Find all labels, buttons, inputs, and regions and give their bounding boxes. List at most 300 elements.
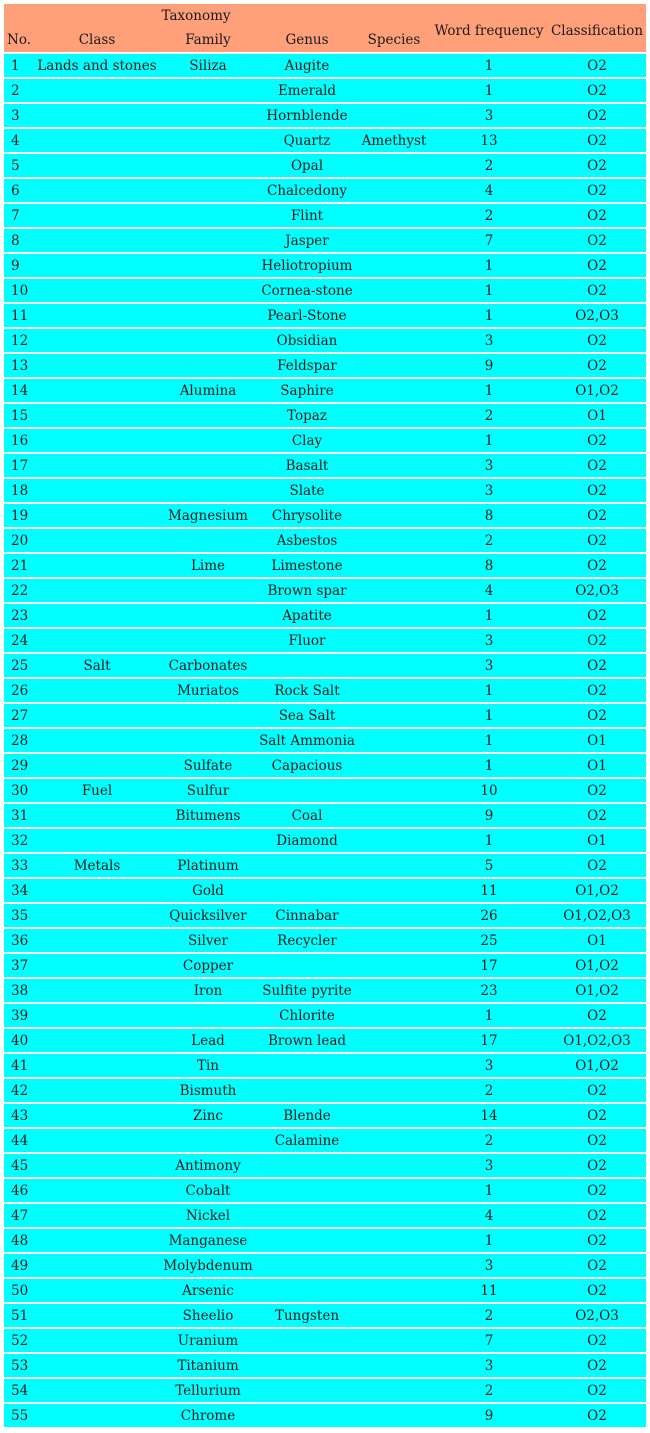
cell-family: Tellurium bbox=[160, 1377, 256, 1402]
cell-species bbox=[358, 1202, 430, 1227]
cell-no: 43 bbox=[4, 1102, 34, 1127]
cell-class bbox=[34, 627, 160, 652]
cell-class bbox=[34, 1077, 160, 1102]
cell-genus bbox=[256, 877, 358, 902]
cell-genus bbox=[256, 1177, 358, 1202]
cell-genus: Slate bbox=[256, 477, 358, 502]
cell-species bbox=[358, 552, 430, 577]
cell-class bbox=[34, 1402, 160, 1427]
table-row bbox=[4, 1077, 646, 1102]
cell-no: 22 bbox=[4, 577, 34, 602]
cell-no: 28 bbox=[4, 727, 34, 752]
cell-family: Chrome bbox=[160, 1402, 256, 1427]
table-row bbox=[4, 852, 646, 877]
cell-no: 27 bbox=[4, 702, 34, 727]
cell-genus: Cornea-stone bbox=[256, 277, 358, 302]
table-row bbox=[4, 1302, 646, 1327]
cell-no: 40 bbox=[4, 1027, 34, 1052]
cell-species bbox=[358, 1127, 430, 1152]
cell-classification: O1 bbox=[548, 727, 646, 752]
cell-classification: O2 bbox=[548, 252, 646, 277]
cell-species bbox=[358, 302, 430, 327]
table-row bbox=[4, 227, 646, 252]
cell-family: Quicksilver bbox=[160, 902, 256, 927]
cell-species bbox=[358, 377, 430, 402]
cell-species bbox=[358, 277, 430, 302]
cell-class bbox=[34, 127, 160, 152]
cell-class bbox=[34, 302, 160, 327]
table-row bbox=[4, 527, 646, 552]
cell-genus: Basalt bbox=[256, 452, 358, 477]
cell-classification: O2 bbox=[548, 1352, 646, 1377]
cell-family: Magnesium bbox=[160, 502, 256, 527]
cell-class bbox=[34, 1027, 160, 1052]
cell-species bbox=[358, 702, 430, 727]
table-row bbox=[4, 652, 646, 677]
table-row bbox=[4, 102, 646, 127]
table-row bbox=[4, 752, 646, 777]
cell-genus: Emerald bbox=[256, 77, 358, 102]
cell-genus: Fluor bbox=[256, 627, 358, 652]
cell-no: 23 bbox=[4, 602, 34, 627]
cell-class bbox=[34, 827, 160, 852]
cell-class bbox=[34, 1277, 160, 1302]
cell-classification: O1,O2 bbox=[548, 952, 646, 977]
table-row bbox=[4, 802, 646, 827]
cell-species bbox=[358, 752, 430, 777]
cell-no: 19 bbox=[4, 502, 34, 527]
table-row bbox=[4, 252, 646, 277]
cell-no: 5 bbox=[4, 152, 34, 177]
cell-family: Zinc bbox=[160, 1102, 256, 1127]
cell-classification: O1 bbox=[548, 927, 646, 952]
cell-genus bbox=[256, 1077, 358, 1102]
cell-family bbox=[160, 727, 256, 752]
cell-family: Tin bbox=[160, 1052, 256, 1077]
cell-class bbox=[34, 677, 160, 702]
cell-word-frequency: 1 bbox=[430, 752, 548, 777]
cell-genus: Flint bbox=[256, 202, 358, 227]
cell-family bbox=[160, 252, 256, 277]
cell-family: Manganese bbox=[160, 1227, 256, 1252]
cell-family: Sheelio bbox=[160, 1302, 256, 1327]
cell-word-frequency: 9 bbox=[430, 352, 548, 377]
cell-word-frequency: 3 bbox=[430, 452, 548, 477]
cell-word-frequency: 1 bbox=[430, 1002, 548, 1027]
cell-species bbox=[358, 602, 430, 627]
cell-class bbox=[34, 602, 160, 627]
cell-classification: O2 bbox=[548, 52, 646, 77]
cell-classification: O2 bbox=[548, 677, 646, 702]
cell-word-frequency: 3 bbox=[430, 627, 548, 652]
cell-classification: O2 bbox=[548, 802, 646, 827]
table-row bbox=[4, 152, 646, 177]
table-row bbox=[4, 402, 646, 427]
cell-family bbox=[160, 827, 256, 852]
cell-no: 51 bbox=[4, 1302, 34, 1327]
table-row bbox=[4, 1177, 646, 1202]
cell-class: Fuel bbox=[34, 777, 160, 802]
cell-genus: Saphire bbox=[256, 377, 358, 402]
cell-species bbox=[358, 77, 430, 102]
cell-class bbox=[34, 752, 160, 777]
cell-word-frequency: 2 bbox=[430, 1127, 548, 1152]
cell-family: Lead bbox=[160, 1027, 256, 1052]
cell-species bbox=[358, 1252, 430, 1277]
cell-genus: Clay bbox=[256, 427, 358, 452]
cell-no: 34 bbox=[4, 877, 34, 902]
cell-no: 25 bbox=[4, 652, 34, 677]
table-row bbox=[4, 1027, 646, 1052]
cell-genus: Jasper bbox=[256, 227, 358, 252]
cell-species bbox=[358, 652, 430, 677]
cell-classification: O2 bbox=[548, 852, 646, 877]
cell-species bbox=[358, 1227, 430, 1252]
cell-word-frequency: 8 bbox=[430, 502, 548, 527]
cell-species bbox=[358, 727, 430, 752]
cell-species bbox=[358, 677, 430, 702]
cell-genus: Feldspar bbox=[256, 352, 358, 377]
cell-genus: Chrysolite bbox=[256, 502, 358, 527]
cell-genus bbox=[256, 1327, 358, 1352]
cell-no: 53 bbox=[4, 1352, 34, 1377]
cell-classification: O2 bbox=[548, 1377, 646, 1402]
cell-class bbox=[34, 427, 160, 452]
cell-no: 13 bbox=[4, 352, 34, 377]
word-frequency-header bbox=[430, 4, 548, 52]
cell-species bbox=[358, 177, 430, 202]
cell-genus bbox=[256, 1352, 358, 1377]
cell-species bbox=[358, 802, 430, 827]
cell-genus: Hornblende bbox=[256, 102, 358, 127]
cell-family: Lime bbox=[160, 552, 256, 577]
table-row bbox=[4, 52, 646, 77]
cell-no: 20 bbox=[4, 527, 34, 552]
cell-no: 7 bbox=[4, 202, 34, 227]
cell-no: 18 bbox=[4, 477, 34, 502]
cell-no: 47 bbox=[4, 1202, 34, 1227]
cell-no: 24 bbox=[4, 627, 34, 652]
cell-family: Arsenic bbox=[160, 1277, 256, 1302]
cell-species bbox=[358, 452, 430, 477]
cell-species bbox=[358, 1152, 430, 1177]
cell-classification: O2 bbox=[548, 502, 646, 527]
cell-word-frequency: 2 bbox=[430, 527, 548, 552]
cell-class bbox=[34, 252, 160, 277]
table-row bbox=[4, 952, 646, 977]
cell-family: Platinum bbox=[160, 852, 256, 877]
cell-species bbox=[358, 977, 430, 1002]
cell-classification: O1 bbox=[548, 752, 646, 777]
cell-no: 49 bbox=[4, 1252, 34, 1277]
cell-word-frequency: 3 bbox=[430, 652, 548, 677]
cell-species bbox=[358, 52, 430, 77]
word-frequency-label: Word frequency bbox=[434, 23, 544, 39]
cell-genus: Brown lead bbox=[256, 1027, 358, 1052]
cell-genus bbox=[256, 652, 358, 677]
table-row bbox=[4, 877, 646, 902]
cell-family bbox=[160, 277, 256, 302]
cell-family bbox=[160, 127, 256, 152]
cell-genus: Brown spar bbox=[256, 577, 358, 602]
table-row bbox=[4, 1002, 646, 1027]
cell-class bbox=[34, 1377, 160, 1402]
cell-classification: O2 bbox=[548, 627, 646, 652]
cell-species bbox=[358, 1027, 430, 1052]
cell-species bbox=[358, 402, 430, 427]
cell-class bbox=[34, 1002, 160, 1027]
cell-classification: O2 bbox=[548, 1177, 646, 1202]
cell-class bbox=[34, 1127, 160, 1152]
table-row bbox=[4, 502, 646, 527]
cell-genus: Limestone bbox=[256, 552, 358, 577]
cell-genus bbox=[256, 1227, 358, 1252]
cell-classification: O2 bbox=[548, 177, 646, 202]
cell-no: 6 bbox=[4, 177, 34, 202]
cell-species bbox=[358, 852, 430, 877]
family-header: Family bbox=[160, 28, 256, 52]
cell-no: 1 bbox=[4, 52, 34, 77]
cell-word-frequency: 14 bbox=[430, 1102, 548, 1127]
cell-classification: O2 bbox=[548, 202, 646, 227]
cell-family: Alumina bbox=[160, 377, 256, 402]
cell-classification: O1,O2 bbox=[548, 377, 646, 402]
table-row bbox=[4, 627, 646, 652]
cell-class bbox=[34, 102, 160, 127]
cell-family: Carbonates bbox=[160, 652, 256, 677]
table-row bbox=[4, 302, 646, 327]
table-row bbox=[4, 1327, 646, 1352]
cell-genus bbox=[256, 777, 358, 802]
cell-genus: Salt Ammonia bbox=[256, 727, 358, 752]
cell-no: 17 bbox=[4, 452, 34, 477]
cell-family bbox=[160, 402, 256, 427]
table-row bbox=[4, 602, 646, 627]
cell-family: Uranium bbox=[160, 1327, 256, 1352]
cell-genus: Opal bbox=[256, 152, 358, 177]
cell-word-frequency: 23 bbox=[430, 977, 548, 1002]
cell-no: 45 bbox=[4, 1152, 34, 1177]
cell-word-frequency: 3 bbox=[430, 477, 548, 502]
cell-no: 11 bbox=[4, 302, 34, 327]
cell-family bbox=[160, 527, 256, 552]
cell-class bbox=[34, 177, 160, 202]
classification-header bbox=[548, 4, 646, 52]
cell-no: 52 bbox=[4, 1327, 34, 1352]
cell-family bbox=[160, 227, 256, 252]
cell-no: 35 bbox=[4, 902, 34, 927]
cell-genus bbox=[256, 1202, 358, 1227]
cell-word-frequency: 1 bbox=[430, 702, 548, 727]
cell-classification: O2 bbox=[548, 1102, 646, 1127]
cell-no: 55 bbox=[4, 1402, 34, 1427]
cell-classification: O1,O2,O3 bbox=[548, 1027, 646, 1052]
cell-word-frequency: 1 bbox=[430, 302, 548, 327]
cell-word-frequency: 1 bbox=[430, 1177, 548, 1202]
cell-word-frequency: 13 bbox=[430, 127, 548, 152]
cell-word-frequency: 1 bbox=[430, 52, 548, 77]
cell-class bbox=[34, 1052, 160, 1077]
table-row bbox=[4, 902, 646, 927]
cell-genus: Sulfite pyrite bbox=[256, 977, 358, 1002]
cell-family bbox=[160, 327, 256, 352]
cell-classification: O2 bbox=[548, 1402, 646, 1427]
cell-family: Sulfur bbox=[160, 777, 256, 802]
table-row bbox=[4, 1152, 646, 1177]
cell-class bbox=[34, 502, 160, 527]
cell-family: Antimony bbox=[160, 1152, 256, 1177]
cell-word-frequency: 8 bbox=[430, 552, 548, 577]
cell-class bbox=[34, 1327, 160, 1352]
cell-classification: O2 bbox=[548, 427, 646, 452]
cell-word-frequency: 1 bbox=[430, 77, 548, 102]
cell-classification: O2 bbox=[548, 1152, 646, 1177]
no-header: No. bbox=[4, 28, 34, 52]
cell-class bbox=[34, 927, 160, 952]
cell-species bbox=[358, 902, 430, 927]
table-row bbox=[4, 927, 646, 952]
cell-classification: O2 bbox=[548, 327, 646, 352]
cell-no: 31 bbox=[4, 802, 34, 827]
cell-genus bbox=[256, 852, 358, 877]
cell-classification: O2 bbox=[548, 527, 646, 552]
cell-family bbox=[160, 152, 256, 177]
cell-no: 14 bbox=[4, 377, 34, 402]
cell-classification: O2 bbox=[548, 277, 646, 302]
cell-word-frequency: 1 bbox=[430, 602, 548, 627]
cell-no: 44 bbox=[4, 1127, 34, 1152]
cell-word-frequency: 1 bbox=[430, 252, 548, 277]
cell-word-frequency: 25 bbox=[430, 927, 548, 952]
cell-classification: O2 bbox=[548, 452, 646, 477]
taxonomy-table-container bbox=[4, 4, 646, 1427]
cell-classification: O2 bbox=[548, 77, 646, 102]
cell-no: 48 bbox=[4, 1227, 34, 1252]
cell-class bbox=[34, 1152, 160, 1177]
cell-species bbox=[358, 1177, 430, 1202]
table-row bbox=[4, 1127, 646, 1152]
cell-family: Gold bbox=[160, 877, 256, 902]
cell-class bbox=[34, 352, 160, 377]
cell-genus: Asbestos bbox=[256, 527, 358, 552]
cell-class bbox=[34, 227, 160, 252]
table-row bbox=[4, 327, 646, 352]
cell-word-frequency: 1 bbox=[430, 427, 548, 452]
table-row bbox=[4, 1052, 646, 1077]
cell-genus bbox=[256, 1402, 358, 1427]
cell-class: Lands and stones bbox=[34, 52, 160, 77]
cell-classification: O2 bbox=[548, 1252, 646, 1277]
cell-genus: Sea Salt bbox=[256, 702, 358, 727]
cell-species: Amethyst bbox=[358, 127, 430, 152]
cell-word-frequency: 3 bbox=[430, 1152, 548, 1177]
cell-word-frequency: 7 bbox=[430, 227, 548, 252]
cell-genus: Calamine bbox=[256, 1127, 358, 1152]
cell-genus: Quartz bbox=[256, 127, 358, 152]
cell-no: 46 bbox=[4, 1177, 34, 1202]
genus-header: Genus bbox=[256, 28, 358, 52]
cell-genus: Recycler bbox=[256, 927, 358, 952]
cell-family bbox=[160, 202, 256, 227]
cell-classification: O2 bbox=[548, 1077, 646, 1102]
cell-family: Silver bbox=[160, 927, 256, 952]
cell-no: 36 bbox=[4, 927, 34, 952]
cell-genus: Coal bbox=[256, 802, 358, 827]
cell-classification: O2 bbox=[548, 1127, 646, 1152]
cell-word-frequency: 26 bbox=[430, 902, 548, 927]
cell-species bbox=[358, 1002, 430, 1027]
cell-species bbox=[358, 1402, 430, 1427]
cell-classification: O2,O3 bbox=[548, 577, 646, 602]
cell-family bbox=[160, 77, 256, 102]
cell-classification: O1,O2 bbox=[548, 1052, 646, 1077]
cell-classification: O2 bbox=[548, 1202, 646, 1227]
cell-class bbox=[34, 1227, 160, 1252]
cell-genus: Augite bbox=[256, 52, 358, 77]
cell-genus bbox=[256, 1052, 358, 1077]
table-row bbox=[4, 827, 646, 852]
cell-no: 9 bbox=[4, 252, 34, 277]
cell-species bbox=[358, 952, 430, 977]
cell-classification: O2,O3 bbox=[548, 1302, 646, 1327]
cell-species bbox=[358, 577, 430, 602]
cell-class bbox=[34, 277, 160, 302]
cell-classification: O2 bbox=[548, 702, 646, 727]
cell-no: 4 bbox=[4, 127, 34, 152]
cell-family bbox=[160, 602, 256, 627]
cell-word-frequency: 7 bbox=[430, 1327, 548, 1352]
cell-word-frequency: 1 bbox=[430, 827, 548, 852]
table-header bbox=[4, 4, 646, 52]
cell-genus bbox=[256, 1152, 358, 1177]
cell-word-frequency: 17 bbox=[430, 1027, 548, 1052]
cell-class bbox=[34, 802, 160, 827]
cell-family: Siliza bbox=[160, 52, 256, 77]
cell-species bbox=[358, 1277, 430, 1302]
cell-species bbox=[358, 877, 430, 902]
cell-class bbox=[34, 727, 160, 752]
cell-word-frequency: 4 bbox=[430, 577, 548, 602]
cell-classification: O2 bbox=[548, 102, 646, 127]
cell-species bbox=[358, 1077, 430, 1102]
cell-word-frequency: 3 bbox=[430, 102, 548, 127]
cell-family: Molybdenum bbox=[160, 1252, 256, 1277]
cell-no: 41 bbox=[4, 1052, 34, 1077]
cell-word-frequency: 2 bbox=[430, 152, 548, 177]
cell-family bbox=[160, 102, 256, 127]
cell-class bbox=[34, 1177, 160, 1202]
cell-word-frequency: 2 bbox=[430, 402, 548, 427]
cell-classification: O2 bbox=[548, 777, 646, 802]
table-row bbox=[4, 1377, 646, 1402]
cell-species bbox=[358, 827, 430, 852]
cell-classification: O1,O2 bbox=[548, 977, 646, 1002]
table-row bbox=[4, 477, 646, 502]
classification-label: Classification bbox=[550, 23, 644, 39]
cell-class bbox=[34, 327, 160, 352]
cell-class bbox=[34, 977, 160, 1002]
cell-classification: O2 bbox=[548, 552, 646, 577]
taxonomy-table bbox=[4, 4, 646, 1427]
cell-class bbox=[34, 552, 160, 577]
table-row bbox=[4, 277, 646, 302]
cell-species bbox=[358, 352, 430, 377]
cell-class bbox=[34, 77, 160, 102]
cell-species bbox=[358, 502, 430, 527]
cell-family: Bitumens bbox=[160, 802, 256, 827]
cell-species bbox=[358, 527, 430, 552]
cell-family bbox=[160, 702, 256, 727]
